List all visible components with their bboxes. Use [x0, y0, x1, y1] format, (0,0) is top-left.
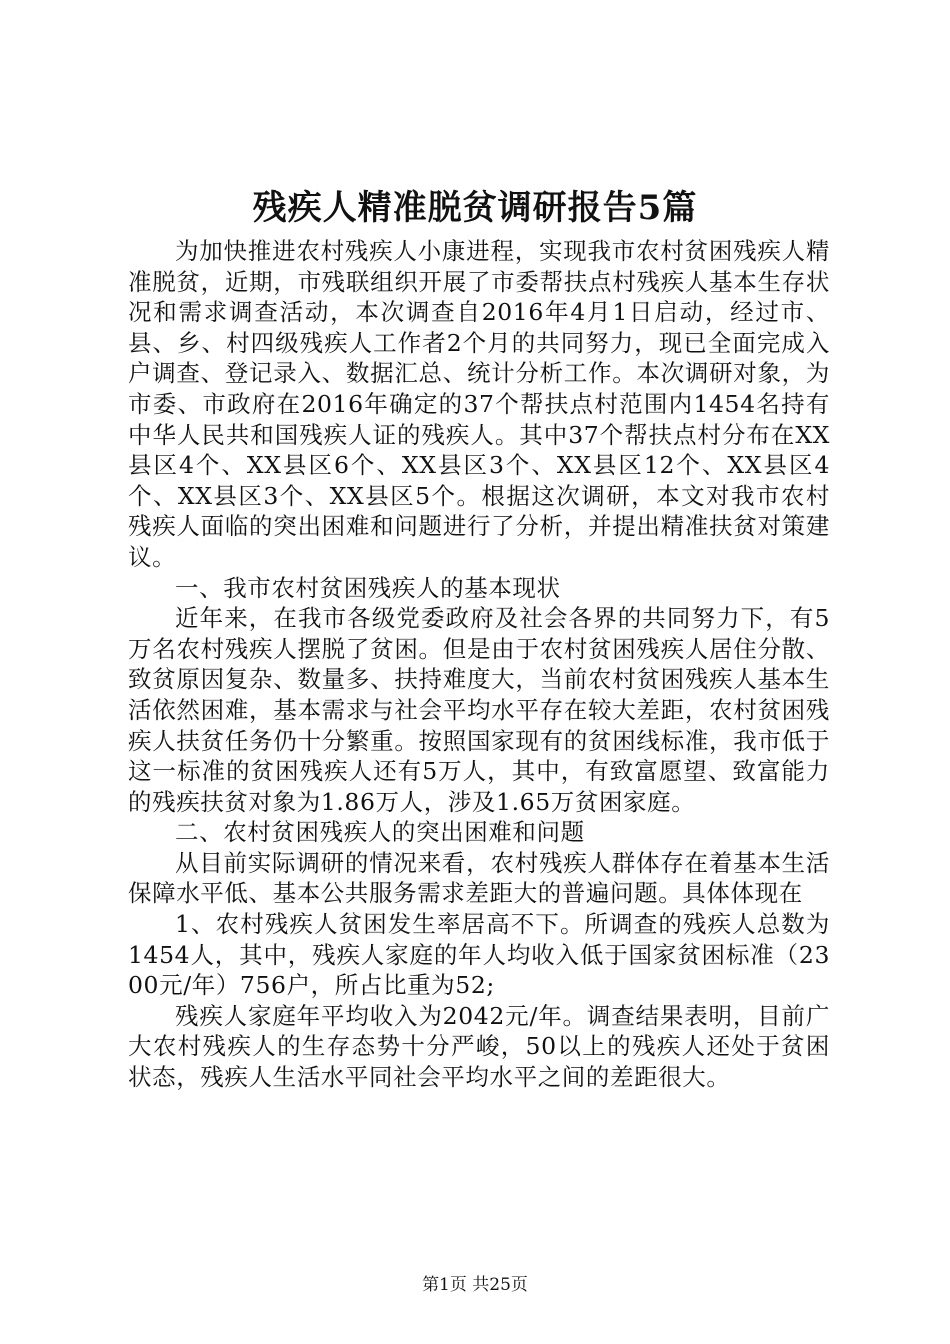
document-title: 残疾人精准脱贫调研报告5篇 — [252, 188, 698, 228]
section-heading-2: 二、农村贫困残疾人的突出困难和问题 — [175, 818, 585, 847]
paragraph-poverty-rate: 1、农村残疾人贫困发生率居高不下。所调查的残疾人总数为1454人，其中，残疾人家庭的年人均收入低于国家贫困标准（2300元/年）756户，所占比重为52; — [128, 910, 830, 1000]
paragraph-intro: 为加快推进农村残疾人小康进程，实现我市农村贫困残疾人精准脱贫，近期，市残联组织开展了市委帮扶点村残疾人基本生存状况和需求调查活动，本次调查自2016年4月1日启动，经过市、县、乡、村四级残疾人工作者2个月的共同努力，现已全面完成入户调查、登记录入、数据汇总、统计分析工作。本次调研对象，为市委、市政府在2016年确定的37个帮扶点村范围内1454名持有中华人民共和国残疾人证的残疾人。其中37个帮扶点村分布在XX县区4个、XX县区6个、XX县区3个、XX县区12个、XX县区4个、XX县区3个、XX县区5个。根据这次调研，本文对我市农村残疾人面临的突出困难和问题进行了分析，并提出精准扶贫对策建议。 — [128, 237, 830, 571]
paragraph-status: 近年来，在我市各级党委政府及社会各界的共同努力下，有5万名农村残疾人摆脱了贫困。但是由于农村贫困残疾人居住分散、致贫原因复杂、数量多、扶持难度大，当前农村贫困残疾人基本生活依然困难，基本需求与社会平均水平存在较大差距，农村贫困残疾人扶贫任务仍十分繁重。按照国家现有的贫困线标准，我市低于这一标准的贫困残疾人还有5万人，其中，有致富愿望、致富能力的残疾扶贫对象为1.86万人，涉及1.65万贫困家庭。 — [128, 604, 830, 816]
page-footer: 第1页 共25页 — [422, 1275, 528, 1295]
section-heading-1: 一、我市农村贫困残疾人的基本现状 — [175, 573, 561, 602]
paragraph-income: 残疾人家庭年平均收入为2042元/年。调查结果表明，目前广大农村残疾人的生存态势十分严峻，50以上的残疾人还处于贫困状态，残疾人生活水平同社会平均水平之间的差距很大。 — [128, 1001, 830, 1092]
paragraph-problems: 从目前实际调研的情况来看，农村残疾人群体存在着基本生活保障水平低、基本公共服务需求差距大的普遍问题。具体体现在 — [128, 848, 830, 908]
document-body — [128, 236, 830, 1093]
